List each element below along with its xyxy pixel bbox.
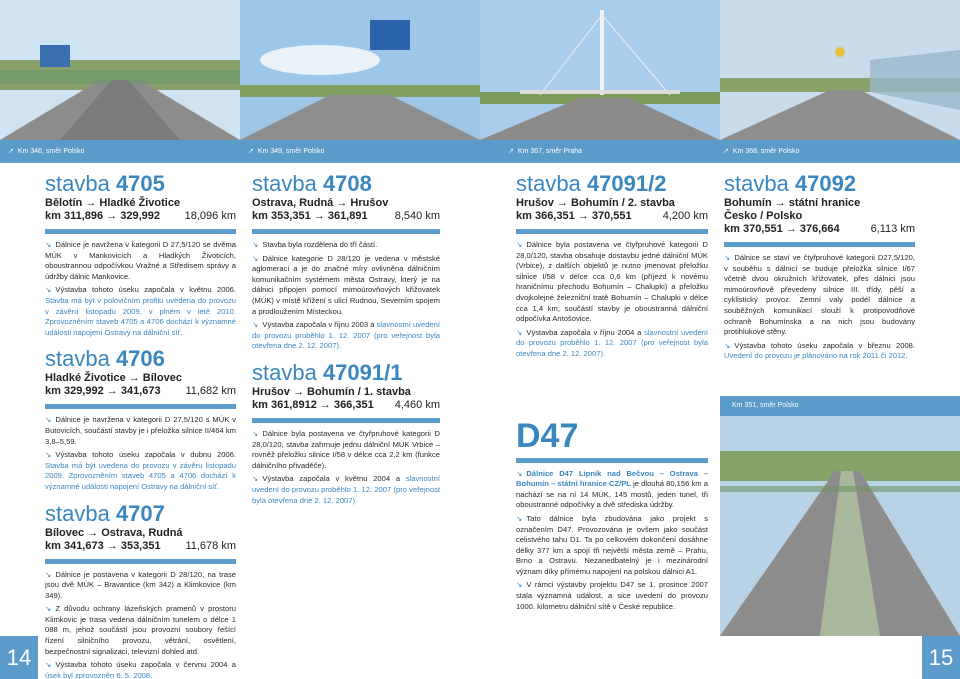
column-2 xyxy=(252,163,440,509)
route-47091-1: Hrušov → Bohumín / 1. stavba xyxy=(252,385,411,398)
paragraph: ↘ Z důvodu ochrany lázeňských pramenů v prostoru Klimkovic je trasa vedena dálničním tunelem o délce 1 088 m, jehož součástí jsou provozní soubory řešící řízení silničního provozu, větrání, osvětlení, bezpečnostní signalizaci, televizní dohled atd. xyxy=(45,604,236,656)
paragraph: ↘ Dálnice kategorie D 28/120 je vedena v městské aglomeraci a je do značné míry ovlivněna dálničním komunikačním systémem města Ostravy, který je na dálnici připojen pomocí mimoúrovňových křižovatek (MÚK) v místě křížení s ulicí Rudnou, Severním spojem a prodloužením Místeckou. xyxy=(252,253,440,316)
column-4 xyxy=(724,163,915,365)
km-range-47092: km 370,551 → 376,664 6,113 km xyxy=(724,223,915,235)
photo-caption-3: ↗ Km 367, směr Praha xyxy=(508,148,583,155)
page-number-left: 14 xyxy=(0,636,38,679)
section-title-47091-2: stavba 47091/2 xyxy=(516,171,667,196)
section-title-47091-1: stavba 47091/1 xyxy=(252,359,403,385)
column-3 xyxy=(516,163,708,615)
paragraph: ↘ Výstavba tohoto úseku započala v březnu 2008. Uvedení do provozu je plánováno na rok 2011 či 2012. xyxy=(724,340,915,361)
km-range-4705: km 311,896 → 329,992 18,096 km xyxy=(45,210,236,222)
paragraph: ↘ Dálnice byla postavena ve čtyřpruhové kategorii D 28,0/120, stavba zahrnuje jednu dálniční MÚK Vrbice – rovněž přeložku silnice I/58 v délce cca 2,2 km (funkce dálničního přivaděče). xyxy=(252,428,440,470)
paragraph: ↘ Stavba byla rozdělena do tří částí. xyxy=(252,240,378,249)
paragraph: ↘ Dálnice D47 Lipník nad Bečvou – Ostrava – Bohumín – státní hranice CZ/PL je dlouhá 80,156 km a nachází se na ní 14 MÚK, 145 mostů, jeden tunel, tři oboustranné odpočívky a dvě střediska údržby. xyxy=(516,468,708,510)
route-47091-2: Hrušov → Bohumín / 2. stavba xyxy=(516,197,675,209)
paragraph: ↘ Tato dálnice byla zbudována jako projekt s označením D47. Provozována je ovšem jako součást celistvého tahu D1. Ta po celkovém dokončení dosáhne délky 377 km a spojí tři největší města země – Prahu, Brno a Ostravu. Nezanedbatelný je i mezinárodní význam díky přímému napojení na polskou dálnici A1. xyxy=(516,513,708,576)
section-title-47092: stavba 47092 xyxy=(724,171,857,196)
km-range-4707: km 341,673 → 353,351 11,678 km xyxy=(45,539,236,552)
divider xyxy=(516,229,708,234)
section-title-4708: stavba 4708 xyxy=(252,171,372,196)
photo-5 xyxy=(720,396,960,636)
photo-caption-5: Km 351, směr Polsko xyxy=(720,396,960,416)
photo-caption-2: ↗ Km 349, směr Polsko xyxy=(248,148,325,155)
divider xyxy=(724,242,915,247)
column-1 xyxy=(45,163,236,679)
paragraph: ↘ Dálnice je navržena v kategorii D 27,5/120 s MÚK v Butovicích, součástí stavby je i přeložka silnice II/464 km 3,8–5,59. xyxy=(45,415,236,446)
paragraph: ↘ Výstavba tohoto úseku započala v červnu 2004 a úsek byl zprovozněn 6. 5. 2008. xyxy=(45,660,236,679)
km-range-47091-2: km 366,351 → 370,551 4,200 km xyxy=(516,210,708,222)
route-47092: Bohumín → státní hranice Česko / Polsko xyxy=(724,197,861,222)
section-title-4706: stavba 4706 xyxy=(45,346,165,372)
divider xyxy=(252,229,440,234)
route-4705: Bělotín → Hladké Životice xyxy=(45,197,181,209)
d47-title: D47 xyxy=(516,416,579,455)
km-range-47091-1: km 361,8912 → 366,351 4,460 km xyxy=(252,398,440,411)
route-4707: Bílovec → Ostrava, Rudná xyxy=(45,526,183,539)
caption-bar xyxy=(0,140,960,163)
paragraph: ↘ Výstavba tohoto úseku započala v dubnu 2006. Stavba má být uvedena do provozu v závěru listopadu 2009. Zprovozněním staveb 4705 a 4706 dochází k významné události napojení Ostravy na dálniční síť. xyxy=(45,450,236,491)
paragraph: ↘ Výstavba započala v květnu 2004 a slavnostní uvedení do provozu proběhlo 1. 12. 2007 (pro veřejnost byla otevřena dne 2. 12. 2007). xyxy=(252,474,440,505)
paragraph: ↘ V rámci výstavby projektu D47 se 1. prosince 2007 stala významná událost, a sice uvedení do provozu 1000. kilometru dálniční sítě v České republice. xyxy=(516,580,708,611)
divider xyxy=(252,418,440,423)
photo-2 xyxy=(240,0,480,140)
divider xyxy=(45,559,236,564)
km-range-4708: km 353,351 → 361,891 8,540 km xyxy=(252,210,440,222)
paragraph: ↘ Výstavba započala v říjnu 2004 a slavnostní uvedení do provozu proběhlo 1. 12. 2007 (pro veřejnost byla otevřena dne 2. 12. 2007). xyxy=(516,327,709,358)
photo-caption-1: ↗ Km 346, směr Polsko xyxy=(8,148,85,155)
section-title-4705: stavba 4705 xyxy=(45,171,165,196)
section-title-4707: stavba 4707 xyxy=(45,500,165,526)
route-4708: Ostrava, Rudná → Hrušov xyxy=(252,197,389,209)
page-number-right: 15 xyxy=(922,636,960,679)
paragraph: ↘ Výstavba tohoto úseku započala v květnu 2006. Stavba má být v polovičním profilu uvedena do provozu v závěru listopadu 2009, v plném v létě 2010. Zprovozněním staveb 4705 a 4706 dochází k významné události napojení Ostravy na dálniční síť. xyxy=(45,285,236,337)
photo-1 xyxy=(0,0,240,140)
divider xyxy=(45,229,236,234)
divider xyxy=(45,404,236,409)
divider xyxy=(516,458,708,463)
photo-3 xyxy=(480,0,720,140)
photo-caption-4: ↗ Km 368, směr Polsko xyxy=(723,148,800,155)
photo-4 xyxy=(720,0,960,140)
paragraph: ↘ Výstavba započala v říjnu 2003 a slavnostní uvedení do provozu proběhlo 1. 12. 2007 (pro veřejnost byla otevřena dne 2. 12. 2007). xyxy=(252,320,440,351)
km-range-4706: km 329,992 → 341,673 11,682 km xyxy=(45,385,236,398)
paragraph: ↘ Dálnice je navržena v kategorii D 27,5/120 se dvěma MÚK v Mankovicích a Hladkých Životicích, oboustrannou odpočívkou Vražné a Středisem správy a údržby dálnic Mankovice. xyxy=(45,240,236,281)
paragraph: ↘ Dálnice je postavena v kategorii D 28/120, na trase jsou dvě MÚK – Bravantice (km 342) a Klimkovice (km 349). xyxy=(45,569,236,600)
paragraph: ↘ Dálnice byla postavena ve čtyřpruhové kategorii D 28,0/120, stavba obsahuje dostavbu jedné dálniční MÚK (Vrbice), z dalších objektů je nutno jmenovat přeložku silnice I/58 v délce cca 0,6 km (příjezd k novému hraničnímu přechodu Bohumín – Chalupki) a přeložku dvojkolejné železniční tratě Bohumín – Chalupki v délce cca 1,4 km; součástí stavby je oboustranná dálniční odpočívka Antošovice. xyxy=(516,240,708,324)
paragraph: ↘ Dálnice se staví ve čtyřpruhové kategorii D27,5/120, v souběhu s dálnicí se buduje přeložka silnice I/67 včetně dvou okružních křižovatek, přes dálnici jsou mimoúrovňově převedeny silnice III. třídy, pěší a cyklistický provoz. Zemní valy podél dálnice a souběžných komunikací slouží k protipovodňové ochraně Bohumínska a na nich jsou budovány protihlukové stěny. xyxy=(724,253,915,337)
route-4706: Hladké Životice → Bílovec xyxy=(45,372,182,385)
